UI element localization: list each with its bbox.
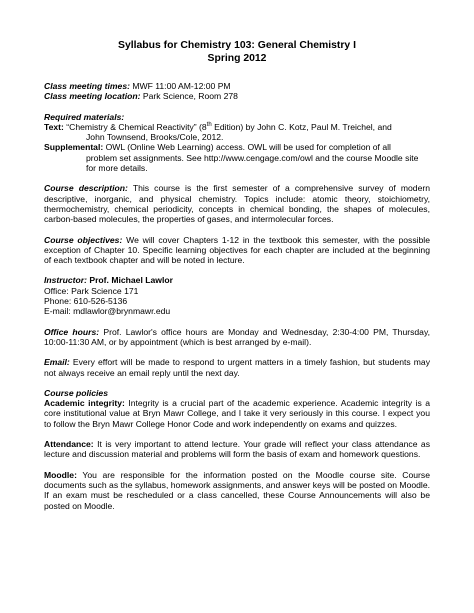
email-policy xyxy=(44,357,430,378)
supplemental-line-2: problem set assignments. See http://www.cengage.com/owl and the course Moodle site xyxy=(86,152,419,163)
text-title-part2: Edition) by John C. Kotz, Paul M. Treichel, and xyxy=(211,121,392,132)
objectives-text: We will cover Chapters 1-12 in the textbook this semester, with the possible exception of Chapter 10. Specific learning objectives for each chapter are included at the beginning of each textbook chapter and will be noted in lecture. xyxy=(44,234,430,266)
course-description xyxy=(44,183,430,224)
instructor-email: E-mail: mdlawlor@brynmawr.edu xyxy=(44,306,171,317)
instructor-name: Prof. Michael Lawlor xyxy=(86,275,173,286)
materials-section xyxy=(44,112,430,174)
email-policy-text: Every effort will be made to respond to urgent matters in a timely fashion, but students may not always receive an email reply until the next day. xyxy=(44,357,430,378)
attendance-label: Attendance: xyxy=(44,439,94,450)
text-label: Text: xyxy=(44,121,64,132)
attendance-text: It is very important to attend lecture. Your grade will reflect your class attendance as lecture and discussion material and problems will form the basis of exam and homework questions. xyxy=(44,439,430,460)
class-location-label: Class meeting location: xyxy=(44,91,141,102)
attendance xyxy=(44,439,430,460)
office-hours-label: Office hours: xyxy=(44,326,100,337)
supplemental-label: Supplemental: xyxy=(44,142,104,153)
edition-superscript: th xyxy=(206,122,212,129)
class-location xyxy=(44,91,430,101)
instructor-section xyxy=(44,275,430,316)
moodle xyxy=(44,470,430,511)
instructor-phone: Phone: 610-526-5136 xyxy=(44,296,128,307)
materials-text-line xyxy=(44,122,430,132)
text-title-part1: “Chemistry & Chemical Reactivity” (8 xyxy=(63,121,207,132)
supplemental-line-1: OWL (Online Web Learning) access. OWL will be used for completion of all xyxy=(103,142,391,153)
office-hours xyxy=(44,327,430,348)
description-label: Course description: xyxy=(44,183,128,194)
class-location-value: Park Science, Room 278 xyxy=(140,91,238,102)
email-policy-label: Email: xyxy=(44,357,70,368)
class-times-value: MWF 11:00 AM-12:00 PM xyxy=(129,81,231,91)
title-line-1: Syllabus for Chemistry 103: General Chemistry I xyxy=(118,40,356,51)
class-times xyxy=(44,81,430,91)
materials-text-line-2: John Townsend, Brooks/Cole, 2012. xyxy=(86,132,224,143)
objectives-label: Course objectives: xyxy=(44,234,123,245)
materials-supplemental-line xyxy=(44,142,430,152)
course-policies-section xyxy=(44,388,430,511)
instructor-label: Instructor: xyxy=(44,275,87,286)
page-title xyxy=(44,40,430,65)
title-line-2: Spring 2012 xyxy=(207,52,267,64)
materials-heading: Required materials: xyxy=(44,111,125,122)
class-times-label: Class meeting times: xyxy=(44,81,130,91)
moodle-text: You are responsible for the information posted on the Moodle course site. Course documents such as the syllabus, homework assignments, and answer keys will be posted on Moodle. If an exam must be rescheduled or a class cancelled, these Course Announcements will also be posted on Moodle. xyxy=(44,469,430,511)
supplemental-line-3: for more details. xyxy=(86,163,148,174)
office-hours-text: Prof. Lawlor's office hours are Monday and Wednesday, 2:30-4:00 PM, Thursday, 10:00-11:30 AM, or by appointment (which is best arranged by e-mail). xyxy=(44,326,430,347)
instructor-line xyxy=(44,275,430,285)
integrity-label: Academic integrity: xyxy=(44,398,125,409)
instructor-office: Office: Park Science 171 xyxy=(44,285,139,296)
policies-heading: Course policies xyxy=(44,387,108,398)
integrity-text: Integrity is a crucial part of the academic experience. Academic integrity is a core institutional value at Bryn Mawr College, and I take it very seriously in this course. I expect you to follow the Bryn Mawr College Honor Code and work independently on exams and quizzes. xyxy=(44,398,430,429)
moodle-label: Moodle: xyxy=(44,469,77,480)
academic-integrity xyxy=(44,398,430,429)
description-text: This course is the first semester of a comprehensive survey of modern descriptive, inorganic, and physical chemistry. Topics include: atomic theory, stoichiometry, thermochemistry, chemical periodicity, concepts in chemical bonding, the shapes of molecules, carbon-based molecules, the properties of gases, and intermolecular forces. xyxy=(44,183,430,225)
course-objectives xyxy=(44,235,430,266)
